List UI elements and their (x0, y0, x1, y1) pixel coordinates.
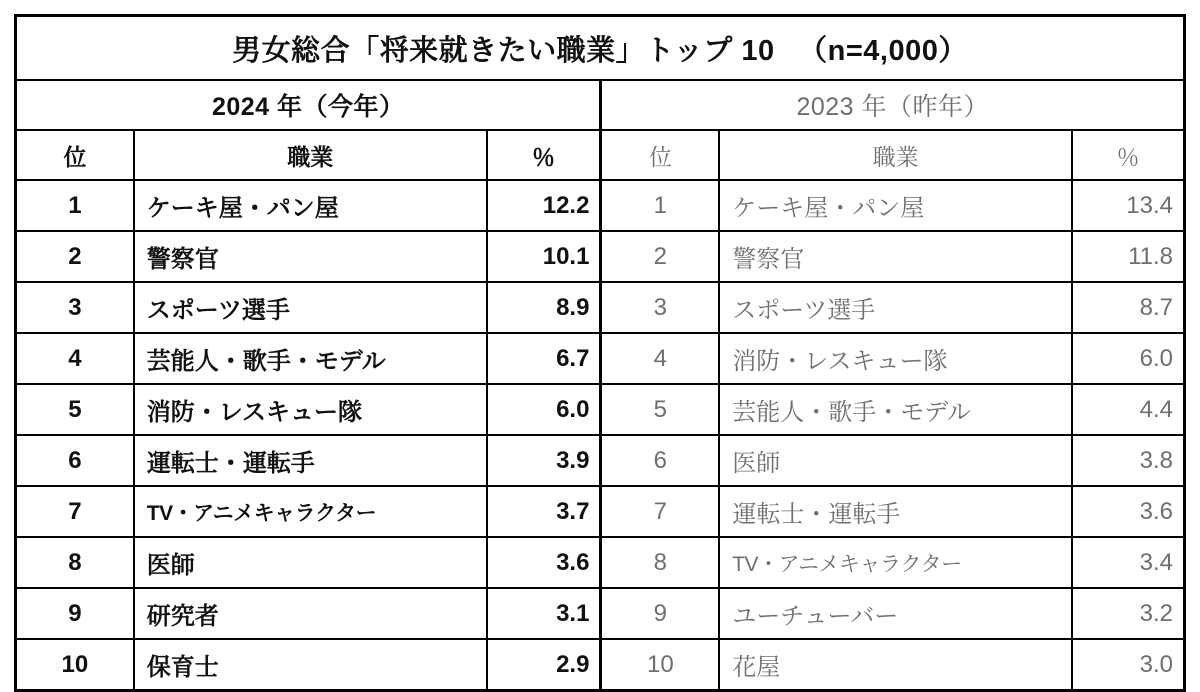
rank-previous: 10 (601, 639, 719, 691)
column-header-row (16, 130, 1185, 180)
job-current: 芸能人・歌手・モデル (134, 333, 487, 384)
pct-previous: 13.4 (1072, 180, 1184, 231)
table-row (16, 486, 1185, 537)
table-row (16, 435, 1185, 486)
job-previous: ケーキ屋・パン屋 (719, 180, 1072, 231)
job-current: 運転士・運転手 (134, 435, 487, 486)
table-row (16, 282, 1185, 333)
rank-current: 5 (16, 384, 134, 435)
rank-previous: 9 (601, 588, 719, 639)
job-previous: 警察官 (719, 231, 1072, 282)
rank-previous: 8 (601, 537, 719, 588)
job-previous: 運転士・運転手 (719, 486, 1072, 537)
rank-current: 8 (16, 537, 134, 588)
table-row (16, 231, 1185, 282)
rank-previous: 4 (601, 333, 719, 384)
rank-current: 3 (16, 282, 134, 333)
pct-current: 3.1 (487, 588, 601, 639)
rank-current: 6 (16, 435, 134, 486)
pct-previous: 11.8 (1072, 231, 1184, 282)
table-row (16, 180, 1185, 231)
job-current: 警察官 (134, 231, 487, 282)
table-row (16, 333, 1185, 384)
year-label-current: 2024 年（今年） (16, 80, 601, 130)
rank-previous: 5 (601, 384, 719, 435)
pct-current: 10.1 (487, 231, 601, 282)
rank-current: 10 (16, 639, 134, 691)
rank-current: 2 (16, 231, 134, 282)
job-previous: ユーチューバー (719, 588, 1072, 639)
pct-previous: 3.8 (1072, 435, 1184, 486)
table-row (16, 384, 1185, 435)
header-job-previous: 職業 (719, 130, 1072, 180)
pct-current: 6.7 (487, 333, 601, 384)
pct-current: 2.9 (487, 639, 601, 691)
table-row (16, 537, 1185, 588)
table-row (16, 639, 1185, 691)
page-title: 男女総合「将来就きたい職業」トップ 10 （n=4,000） (16, 16, 1185, 81)
job-current: 研究者 (134, 588, 487, 639)
job-current: 保育士 (134, 639, 487, 691)
pct-previous: 3.0 (1072, 639, 1184, 691)
rank-current: 4 (16, 333, 134, 384)
job-current: TV・アニメキャラクター (134, 486, 487, 537)
header-rank-previous: 位 (601, 130, 719, 180)
pct-current: 3.9 (487, 435, 601, 486)
rank-current: 9 (16, 588, 134, 639)
rank-previous: 3 (601, 282, 719, 333)
table-row (16, 588, 1185, 639)
pct-previous: 4.4 (1072, 384, 1184, 435)
job-previous: 医師 (719, 435, 1072, 486)
rank-previous: 2 (601, 231, 719, 282)
job-previous: 芸能人・歌手・モデル (719, 384, 1072, 435)
ranking-table (14, 14, 1186, 692)
rank-current: 1 (16, 180, 134, 231)
pct-current: 6.0 (487, 384, 601, 435)
pct-current: 3.6 (487, 537, 601, 588)
header-pct-current: ％ (487, 130, 601, 180)
job-current: 医師 (134, 537, 487, 588)
pct-previous: 6.0 (1072, 333, 1184, 384)
year-header-row (16, 80, 1185, 130)
job-previous: 花屋 (719, 639, 1072, 691)
pct-previous: 3.4 (1072, 537, 1184, 588)
job-current: ケーキ屋・パン屋 (134, 180, 487, 231)
pct-current: 8.9 (487, 282, 601, 333)
job-previous: TV・アニメキャラクター (719, 537, 1072, 588)
pct-current: 3.7 (487, 486, 601, 537)
job-previous: 消防・レスキュー隊 (719, 333, 1072, 384)
job-current: スポーツ選手 (134, 282, 487, 333)
rank-current: 7 (16, 486, 134, 537)
pct-previous: 3.6 (1072, 486, 1184, 537)
pct-previous: 3.2 (1072, 588, 1184, 639)
job-previous: スポーツ選手 (719, 282, 1072, 333)
pct-previous: 8.7 (1072, 282, 1184, 333)
year-label-previous: 2023 年（昨年） (601, 80, 1185, 130)
job-current: 消防・レスキュー隊 (134, 384, 487, 435)
rank-previous: 6 (601, 435, 719, 486)
title-row (16, 16, 1185, 81)
header-pct-previous: ％ (1072, 130, 1184, 180)
header-rank-current: 位 (16, 130, 134, 180)
rank-previous: 1 (601, 180, 719, 231)
pct-current: 12.2 (487, 180, 601, 231)
header-job-current: 職業 (134, 130, 487, 180)
rank-previous: 7 (601, 486, 719, 537)
